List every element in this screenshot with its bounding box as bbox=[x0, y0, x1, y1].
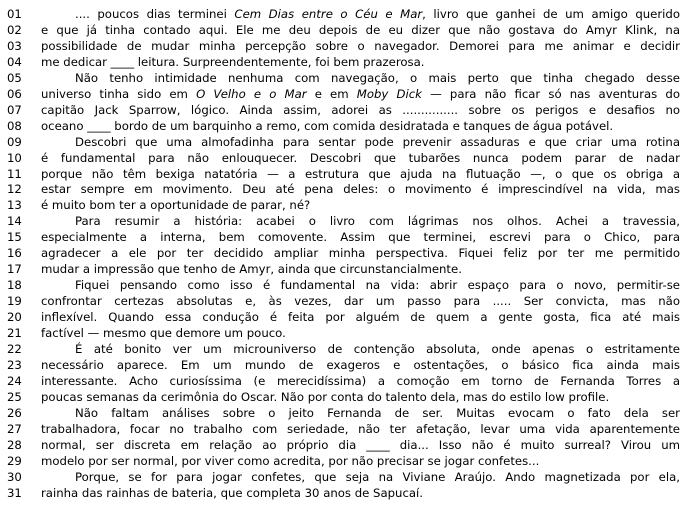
line-text bbox=[41, 118, 680, 134]
line-number: 10 bbox=[7, 150, 22, 165]
line-number: 05 bbox=[7, 70, 22, 85]
italic-title: Moby Dick bbox=[356, 86, 422, 101]
line-text bbox=[41, 213, 680, 229]
text-span: me dedicar ____ leitura. Surpreendentemente, foi bem prazerosa. bbox=[41, 54, 425, 69]
text-span: agradecer a ele por ter decidido ampliar minha perspectiva. Fiquei feliz por ter me permitido bbox=[41, 246, 680, 261]
line-text bbox=[41, 22, 680, 38]
text-span: e que já tinha contado aqui. Ele me deu depois de eu dizer que não gostava do Amyr Klink, na bbox=[41, 22, 680, 37]
line-text bbox=[41, 325, 680, 341]
line-text bbox=[41, 485, 680, 501]
text-span: necessário aparece. Em um mundo de exageros e ostentações, o básico fica ainda mais bbox=[41, 357, 680, 372]
line-text bbox=[41, 341, 680, 357]
text-span: mudar a impressão que tenho de Amyr, ainda que circunstancialmente. bbox=[41, 262, 462, 277]
line-text bbox=[41, 437, 680, 453]
text-span: porque não têm bexiga natatória — a estrutura que ajuda na flutuação —, o que os obriga a bbox=[41, 166, 680, 181]
text-span: e em bbox=[306, 86, 357, 101]
line-text bbox=[41, 70, 680, 86]
line-number: 24 bbox=[7, 373, 22, 388]
line-text bbox=[41, 309, 680, 325]
text-span: é fundamental para não enlouquecer. Descobri que tubarões nunca podem parar de nadar bbox=[41, 150, 680, 165]
line-text bbox=[41, 166, 680, 182]
line-number: 29 bbox=[7, 453, 22, 468]
text-span: É até bonito ver um microuniverso de contenção absoluta, onde apenas o estritamente bbox=[75, 341, 680, 356]
text-span: interessante. Acho curiosíssima (e merecidíssima) a comoção em torno de Fernanda Torres a bbox=[41, 373, 680, 388]
italic-title: O Velho e o Mar bbox=[196, 86, 307, 101]
text-span: confrontar certezas absolutas e, às vezes, dar um passo para ..... Ser convicta, mas não bbox=[41, 294, 680, 309]
line-text bbox=[41, 469, 680, 485]
line-text bbox=[41, 197, 680, 213]
text-span: Porque, se for para jogar confetes, que seja na Viviane Araújo. Ando magnetizada por ela, bbox=[75, 469, 680, 484]
line-number: 27 bbox=[7, 421, 22, 436]
line-number: 26 bbox=[7, 405, 22, 420]
line-number: 25 bbox=[7, 389, 22, 404]
line-text bbox=[41, 357, 680, 373]
line-number: 06 bbox=[7, 86, 22, 101]
text-span: Descobri que uma almofadinha para sentar pode prevenir assaduras e que criar uma rotina bbox=[75, 134, 680, 149]
text-span: oceano ____ bordo de um barquinho a remo, com comida desidratada e tanques de água potável. bbox=[41, 118, 614, 133]
line-number: 20 bbox=[7, 310, 22, 325]
line-number: 13 bbox=[7, 198, 22, 213]
text-span: rainha das rainhas de bateria, que completa 30 anos de Sapucaí. bbox=[41, 485, 424, 500]
line-number: 16 bbox=[7, 246, 22, 261]
line-text bbox=[41, 373, 680, 389]
line-number: 14 bbox=[7, 214, 22, 229]
line-number: 07 bbox=[7, 102, 22, 117]
line-text bbox=[41, 54, 680, 70]
text-span: modelo por ser normal, por viver como acredita, por não precisar se jogar confetes... bbox=[41, 453, 540, 468]
text-span: Não tenho intimidade nenhuma com navegação, o mais perto que tinha chegado desse bbox=[75, 70, 680, 85]
line-number: 17 bbox=[7, 262, 22, 277]
line-text bbox=[41, 86, 680, 102]
line-number: 12 bbox=[7, 182, 22, 197]
line-number: 03 bbox=[7, 38, 22, 53]
line-text bbox=[41, 229, 680, 245]
line-number: 22 bbox=[7, 341, 22, 356]
text-span: Não faltam análises sobre o jeito Fernanda de ser. Muitas evocam o fato dela ser bbox=[75, 405, 680, 420]
text-span: Fiquei pensando como isso é fundamental na vida: abrir espaço para o novo, permitir-se bbox=[75, 278, 680, 293]
text-span: estar sempre em movimento. Deu até pena deles: o movimento é imprescindível na vida, mas bbox=[41, 182, 680, 197]
line-text bbox=[41, 181, 680, 197]
text-span: capitão Jack Sparrow, lógico. Ainda assim, adorei as ............... sobre os perigos e desafios no bbox=[41, 102, 680, 117]
text-span: possibilidade de mudar minha percepção sobre o navegador. Demorei para me animar e decidir bbox=[41, 38, 680, 53]
text-span: é muito bom ter a oportunidade de parar, né? bbox=[41, 198, 311, 213]
line-text bbox=[41, 421, 680, 437]
line-text bbox=[41, 261, 680, 277]
line-number: 15 bbox=[7, 230, 22, 245]
line-number: 30 bbox=[7, 469, 22, 484]
text-span: inflexível. Quando essa condução é feita por alguém de quem a gente gosta, fica até mais bbox=[41, 310, 680, 325]
text-span: Para resumir a história: acabei o livro com lágrimas nos olhos. Achei a travessia, bbox=[75, 214, 680, 229]
line-number: 04 bbox=[7, 54, 22, 69]
text-span: poucas semanas da cerimônia do Oscar. Não por conta do talento dela, mas do estilo low profile. bbox=[41, 389, 610, 404]
italic-title: Cem Dias entre o Céu e Mar bbox=[234, 7, 423, 21]
line-number: 09 bbox=[7, 134, 22, 149]
line-text bbox=[41, 134, 680, 150]
line-text bbox=[41, 277, 680, 293]
line-text bbox=[41, 293, 680, 309]
text-span: — para não ficar só nas aventuras do bbox=[421, 86, 680, 101]
text-span: especialmente a interna, bem comovente. Assim que terminei, escrevi para o Chico, para bbox=[41, 230, 680, 245]
line-number: 28 bbox=[7, 437, 22, 452]
line-number: 21 bbox=[7, 326, 22, 340]
line-text bbox=[41, 405, 680, 421]
line-number: 02 bbox=[7, 22, 22, 37]
line-text bbox=[41, 38, 680, 54]
line-text bbox=[41, 453, 680, 469]
line-number: 08 bbox=[7, 118, 22, 133]
line-number: 19 bbox=[7, 294, 22, 309]
line-text bbox=[41, 150, 680, 166]
line-number: 18 bbox=[7, 278, 22, 293]
line-text bbox=[41, 102, 680, 118]
line-number: 01 bbox=[7, 7, 22, 21]
line-text bbox=[41, 245, 680, 261]
line-text bbox=[41, 389, 680, 405]
line-number: 23 bbox=[7, 357, 22, 372]
line-number: 11 bbox=[7, 166, 22, 181]
text-span: universo tinha sido em bbox=[41, 86, 197, 101]
text-span: , livro que ganhei de um amigo querido bbox=[422, 7, 680, 21]
line-number: 31 bbox=[7, 485, 22, 500]
line-text bbox=[41, 6, 680, 22]
text-span: trabalhadora, focar no trabalho com seriedade, não ter afetação, levar uma vida aparentemente bbox=[41, 421, 680, 436]
text-span: normal, ser discreta em relação ao próprio dia ____ dia... Isso não é muito surreal? Virou um bbox=[41, 437, 680, 452]
text-span: .... poucos dias terminei bbox=[75, 7, 235, 21]
text-span: factível — mesmo que demore um pouco. bbox=[41, 326, 286, 340]
